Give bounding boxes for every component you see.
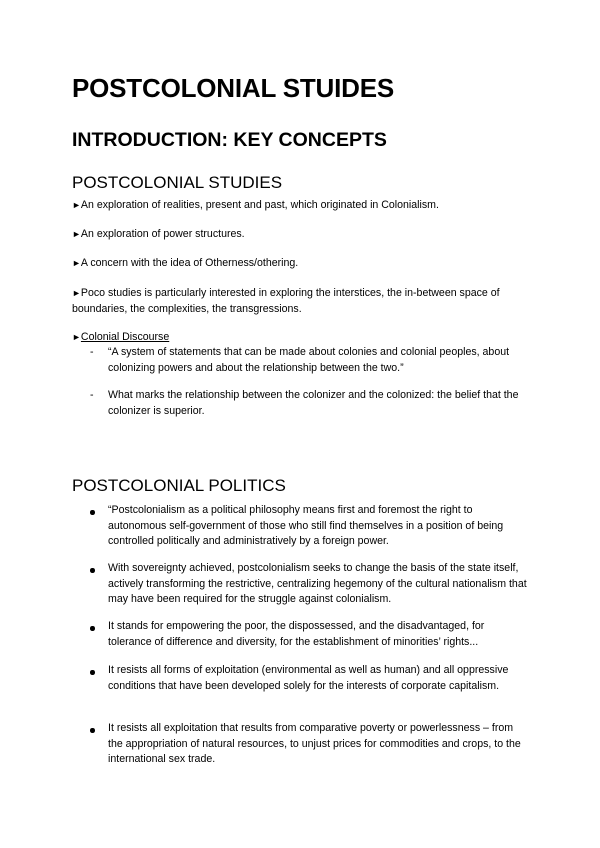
dash-bullet: -	[90, 389, 94, 401]
arrow-bullet-icon: ►	[72, 332, 81, 342]
colonial-discourse-heading	[72, 330, 532, 346]
arrow-bullet-icon: ►	[72, 229, 81, 239]
studies-point: ►A concern with the idea of Otherness/othering.	[72, 257, 299, 269]
document-subtitle: INTRODUCTION: KEY CONCEPTS	[72, 129, 387, 151]
bullet-dot	[90, 510, 95, 515]
section-heading-politics: POSTCOLONIAL POLITICS	[72, 476, 286, 495]
colonial-discourse-label: Colonial Discourse	[80, 331, 170, 343]
bullet-dot	[90, 728, 95, 733]
politics-item: It resists all forms of exploitation (environmental as well as human) and all oppressive conditions that have been developed solely for the interests of corporate capitalism.	[108, 664, 509, 692]
politics-item: “Postcolonialism as a political philosophy means first and foremost the right to autonomous self-government of those who still find themselves in a position of being controlled politically and administratively by a foreign power.	[108, 504, 504, 547]
politics-item: It stands for empowering the poor, the dispossessed, and the disadvantaged, for tolerance of difference and diversity, for the establishment of minorities’ rights...	[108, 620, 485, 648]
discourse-sub-point: “A system of statements that can be made about colonies and colonial peoples, about colonizing powers and about the relationship between the two.”	[108, 346, 510, 374]
bullet-dot	[90, 670, 95, 675]
politics-item: With sovereignty achieved, postcolonialism seeks to change the basis of the state itself, actively transforming the restrictive, centralizing hegemony of the cultural nationalism that may have been required for the struggle against colonialism.	[108, 562, 527, 605]
dash-bullet: -	[90, 346, 94, 358]
arrow-bullet-icon: ►	[72, 288, 81, 298]
section-heading-studies: POSTCOLONIAL STUDIES	[72, 173, 283, 192]
studies-point: ►An exploration of realities, present and past, which originated in Colonialism.	[72, 199, 439, 211]
bullet-dot	[90, 626, 95, 631]
arrow-bullet-icon: ►	[72, 258, 81, 268]
document-title: POSTCOLONIAL STUIDES	[72, 73, 394, 103]
studies-point: ►An exploration of power structures.	[72, 228, 245, 240]
studies-point: ►Poco studies is particularly interested in exploring the interstices, the in-between space of boundaries, the complexities, the transgressions.	[72, 287, 500, 315]
arrow-bullet-icon: ►	[72, 200, 81, 210]
discourse-sub-point: What marks the relationship between the colonizer and the colonized: the belief that the colonizer is superior.	[108, 389, 519, 417]
bullet-dot	[90, 568, 95, 573]
politics-item: It resists all exploitation that results from comparative poverty or powerlessness – from the appropriation of natural resources, to unjust prices for commodities and crops, to the international sex trade.	[108, 722, 521, 765]
